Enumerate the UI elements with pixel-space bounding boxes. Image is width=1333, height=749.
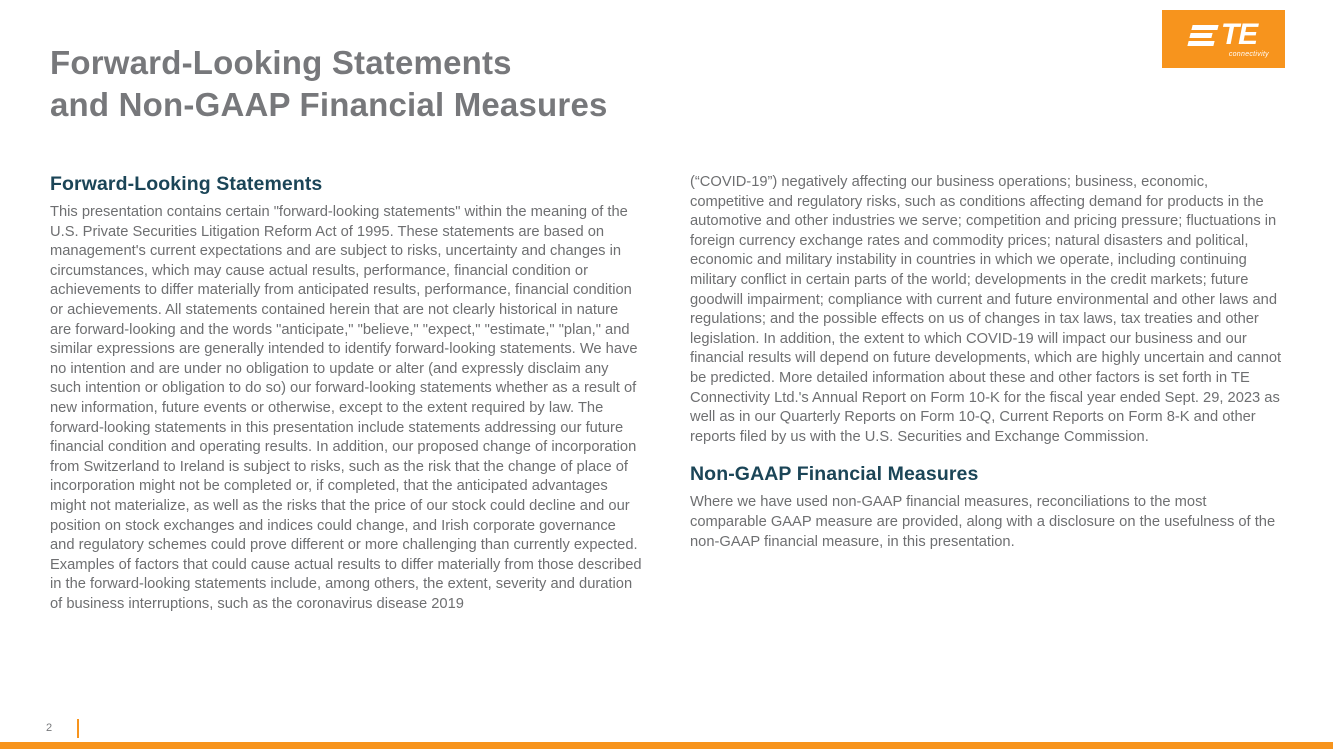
page-title	[50, 42, 608, 126]
logo-row	[1190, 20, 1257, 50]
right-column	[690, 173, 1284, 552]
te-connectivity-logo	[1162, 10, 1285, 68]
page-title-line1: Forward-Looking Statements	[50, 44, 512, 81]
forward-looking-body-continued: (“COVID-19”) negatively affecting our business operations; business, economic, competitive and regulatory risks, such as conditions affecting demand for products in the automotive and other industries we serve; competition and pricing pressure; fluctuations in foreign currency exchange rates and commodity prices; natural disasters and political, economic and military instability in countries in which we operate, including continuing military conflict in certain parts of the world; developments in the credit markets; future goodwill impairment; compliance with current and future environmental and other laws and regulations; and the possible effects on us of changes in tax laws, tax treaties and other legislation. In addition, the extent to which COVID-19 will impact our business and our financial results will depend on future developments, which are highly uncertain and cannot be predicted. More detailed information about these and other factors is set forth in TE Connectivity Ltd.'s Annual Report on Form 10-K for the fiscal year ended Sept. 29, 2023 as well as in our Quarterly Reports on Form 10-Q, Current Reports on Form 8-K and other reports filed by us with the U.S. Securities and Exchange Commission.	[690, 174, 1282, 445]
logo-subtext: connectivity	[1228, 51, 1269, 58]
forward-looking-heading: Forward-Looking Statements	[50, 173, 323, 195]
non-gaap-heading: Non-GAAP Financial Measures	[690, 463, 979, 486]
logo-wordmark: TE	[1220, 18, 1258, 51]
page-number: 2	[46, 722, 53, 734]
te-bars-icon	[1187, 25, 1218, 46]
left-column	[50, 173, 642, 614]
page-title-line2: and Non-GAAP Financial Measures	[50, 86, 608, 123]
footer-accent-tick	[77, 719, 79, 738]
non-gaap-body: Where we have used non-GAAP financial measures, reconciliations to the most comparable GAAP measure are provided, along with a disclosure on the usefulness of the non-GAAP financial measure, in this presentation.	[690, 494, 1276, 550]
forward-looking-body: This presentation contains certain "forward-looking statements" within the meaning of the U.S. Private Securities Litigation Reform Act of 1995. These statements are based on management's current expectations and are subject to risks, uncertainty and changes in circumstances, which may cause actual results, performance, financial condition or achievements to differ materially from anticipated results, performance, financial condition or achievements. All statements contained herein that are not clearly historical in nature are forward-looking and the words "anticipate," "believe," "expect," "estimate," "plan," and similar expressions are generally intended to identify forward-looking statements. We have no intention and are under no obligation to update or alter (and expressly disclaim any such intention or obligation to do so) our forward-looking statements whether as a result of new information, future events or otherwise, except to the extent required by law. The forward-looking statements in this presentation include statements addressing our future financial condition and operating results. In addition, our proposed change of incorporation from Switzerland to Ireland is subject to risks, such as the risk that the change of place of incorporation might not be completed or, if completed, that the anticipated advantages might not materialize, as well as the risks that the price of our stock could decline and our position on stock exchanges and indices could change, and Irish corporate governance and regulatory schemes could prove different or more challenging than currently expected. Examples of factors that could cause actual results to differ materially from those described in the forward-looking statements include, among others, the extent, severity and duration of business interruptions, such as the coronavirus disease 2019	[50, 204, 642, 612]
bottom-accent-bar	[0, 742, 1333, 749]
